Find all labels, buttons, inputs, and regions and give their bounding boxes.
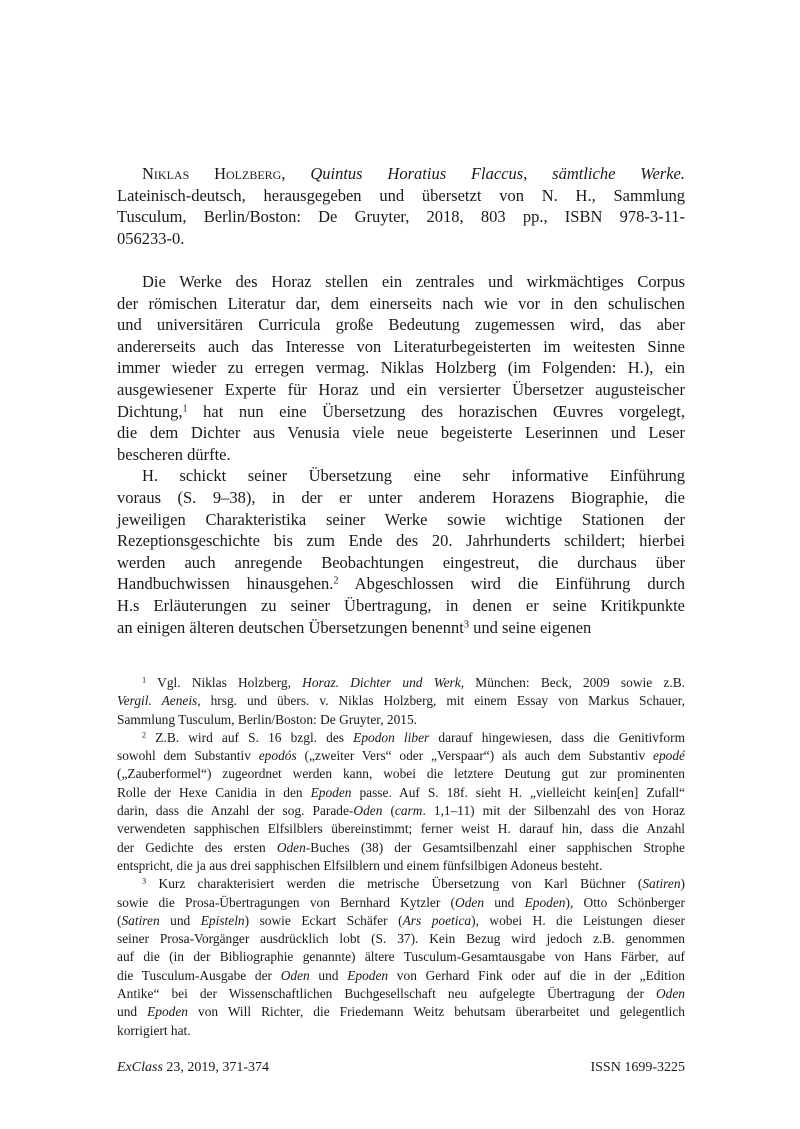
footnote-line — [117, 765, 685, 783]
text: , hrsg. und übers. v. Niklas Holzberg, mit einem Essay von Markus Schauer, — [197, 693, 685, 709]
italic-text: Epodon liber — [353, 729, 430, 745]
paragraph-line — [117, 487, 685, 509]
text: Abgeschlossen wird die Einführung durch — [338, 574, 685, 594]
footnote-2 — [117, 729, 685, 875]
text: ) — [680, 876, 685, 892]
footnote-line — [117, 1003, 685, 1021]
text: Lateinisch-deutsch, herausgegeben und übersetzt von N. H., Sammlung — [117, 185, 685, 205]
italic-text: Oden — [353, 803, 383, 819]
italic-text: epodé — [653, 748, 685, 764]
italic-text: Oden — [280, 967, 310, 983]
text: von Will Richter, die Friedemann Weitz behutsam überarbeitet und gelegentlich — [188, 1004, 686, 1020]
text: die Tusculum-Ausgabe der — [117, 967, 281, 983]
italic-text: Oden — [655, 986, 685, 1002]
text: H. schickt seiner Übersetzung eine sehr informative Einführung — [142, 466, 685, 486]
footnote-ref: 2 — [333, 575, 339, 587]
text: voraus (S. 9–38), in der er unter anderem Horazens Biographie, die — [117, 487, 685, 507]
footnote-ref: 1 — [182, 402, 188, 414]
text: der römischen Literatur dar, dem einerseits nach wie vor in den schulischen — [117, 293, 685, 313]
footnote-line — [117, 1022, 685, 1040]
footnote-line — [117, 875, 685, 893]
footnote-line — [117, 967, 685, 985]
footnote-line — [117, 784, 685, 802]
text: , München: Beck, 2009 sowie z.B. — [460, 675, 685, 690]
footnotes — [117, 674, 685, 1040]
text: Antike“ bei der Wissenschaftlichen Buchgesellschaft neu aufgelegte Übertragung der — [117, 986, 656, 1002]
text: der Gedichte des ersten — [117, 839, 277, 855]
text: und seine eigenen — [468, 617, 592, 637]
footnote-line — [117, 729, 685, 747]
text: („zweiter Vers“ oder „Verspaar“) als auch dem Substantiv — [296, 748, 654, 764]
footnote-line — [117, 912, 685, 930]
text: Kurz charakterisiert werden die metrische Übersetzung von Karl Büchner ( — [146, 876, 643, 892]
footnote-line — [117, 802, 685, 820]
text: Sammlung Tusculum, Berlin/Boston: De Gruyter, 2015. — [117, 711, 418, 727]
italic-text: carm — [394, 803, 423, 819]
footnote-1 — [117, 674, 685, 729]
paragraph-line — [117, 271, 685, 293]
footnote-line — [117, 747, 685, 765]
text: auf die (in der Bibliographie genannte) ältere Tusculum-Gesamtausgabe von Hans Färber, auf — [117, 949, 685, 965]
text: H.s Erläuterungen zu seiner Übertragung, in denen er seine Kritikpunkte — [117, 595, 685, 615]
text: und — [484, 894, 525, 910]
paragraph-line — [117, 573, 685, 595]
text: darin, dass die Anzahl der sog. Parade- — [117, 803, 354, 819]
heading-line — [117, 163, 685, 185]
journal-citation — [117, 1060, 269, 1076]
text: werden auch anregende Beobachtungen eingestreut, die durchaus über — [117, 552, 685, 572]
italic-text: Horaz. Dichter und Werk — [302, 675, 461, 690]
italic-text: Oden — [455, 894, 485, 910]
text: -Buches (38) der Gesamtsilbenzahl einer sapphischen Strophe — [305, 839, 685, 855]
text: andererseits auch das Interesse von Literaturbegeisterten im weitesten Sinne — [117, 336, 685, 356]
text: sowie die Prosa-Übertragungen von Bernhard Kytzler ( — [117, 894, 456, 910]
text: entspricht, die ja aus drei sapphischen Elfsilblern und einem fünfsilbigen Adoneus besteht. — [117, 857, 603, 873]
text: Dichtung, — [117, 401, 183, 421]
text: ( — [117, 912, 122, 928]
paragraph-line — [117, 314, 685, 336]
paragraph-line — [117, 357, 685, 379]
footnote-line — [117, 857, 685, 875]
italic-text: Epoden — [310, 784, 352, 800]
text: hat nun eine Übersetzung des horazischen Œuvres vorgelegt, — [187, 401, 685, 421]
issn: ISSN 1699-3225 — [590, 1060, 685, 1075]
paragraph-line — [117, 465, 685, 487]
text: verwendeten sapphischen Elfsilblers übereinstimmt; ferner weist H. darauf hin, dass die Anzahl — [117, 821, 685, 837]
author-name: Niklas Holzberg — [142, 164, 282, 183]
footnote-line — [117, 985, 685, 1003]
paragraph-line — [117, 552, 685, 574]
italic-text: Vergil. Aeneis — [117, 693, 198, 709]
footnote-line — [117, 711, 685, 729]
page-footer — [117, 1060, 685, 1076]
heading-line — [117, 206, 685, 228]
paragraph — [117, 465, 685, 638]
text: ), wobei H. die Leistungen dieser — [471, 912, 685, 928]
text: und universitären Curricula große Bedeutung zugemessen wird, das aber — [117, 315, 685, 335]
review-heading — [117, 163, 685, 249]
paragraph-line — [117, 595, 685, 617]
text: an einigen älteren deutschen Übersetzungen benennt — [117, 617, 464, 637]
text: und — [309, 967, 348, 983]
italic-text: Epoden — [347, 967, 389, 983]
text: jeweiligen Charakteristika seiner Werke sowie wichtige Stationen der — [117, 509, 685, 529]
paragraph-line — [117, 401, 685, 423]
footnote-ref: 1 — [142, 675, 147, 685]
italic-text: Oden — [276, 839, 306, 855]
text: Die Werke des Horaz stellen ein zentrales und wirkmächtiges Corpus — [142, 272, 685, 291]
footnote-ref: 3 — [142, 876, 147, 886]
footnote-line — [117, 692, 685, 710]
paragraph-line — [117, 444, 685, 466]
paragraph-line — [117, 379, 685, 401]
paragraph-line — [117, 530, 685, 552]
text: bescheren dürfte. — [117, 444, 231, 464]
paragraph-line — [117, 422, 685, 444]
text: Handbuchwissen hinausgehen. — [117, 574, 334, 594]
footnote-ref: 2 — [142, 730, 147, 740]
footnote-line — [117, 894, 685, 912]
text: die dem Dichter aus Venusia viele neue begeisterte Leserinnen und Leser — [117, 423, 685, 443]
text: . 1,1–11) mit der Silbenzahl des von Horaz — [422, 803, 685, 819]
text: 056233-0. — [117, 228, 185, 248]
heading-line — [117, 228, 685, 250]
footnote-line — [117, 948, 685, 966]
paragraph-line — [117, 509, 685, 531]
italic-text: epodós — [258, 748, 297, 764]
text: ), Otto Schönberger — [565, 894, 686, 910]
footnote-3 — [117, 875, 685, 1040]
text: ( — [382, 803, 395, 819]
journal-name: ExClass — [117, 1060, 163, 1075]
text: und — [159, 912, 201, 928]
italic-text: Epoden — [524, 894, 566, 910]
text: passe. Auf S. 18f. sieht H. „vielleicht kein[en] Zufall“ — [351, 784, 685, 800]
text: von Gerhard Fink oder auf die in der „Edition — [388, 967, 686, 983]
footnote-ref: 3 — [463, 618, 469, 630]
text: sowohl dem Substantiv — [117, 748, 259, 764]
text: Z.B. wird auf S. 16 bzgl. des — [146, 729, 354, 745]
paragraph-line — [117, 293, 685, 315]
paragraph-line — [117, 336, 685, 358]
italic-text: Satiren — [642, 876, 681, 892]
footnote-line — [117, 674, 685, 692]
text: ausgewiesener Experte für Horaz und ein versierter Übersetzer augusteischer — [117, 379, 685, 399]
footnote-line — [117, 839, 685, 857]
volume-pages: 23, 2019, 371-374 — [162, 1060, 270, 1075]
italic-text: Quintus Horatius Flaccus, sämtliche Werke. — [310, 164, 685, 183]
text: Rezeptionsgeschichte bis zum Ende des 20. Jahrhunderts schildert; hierbei — [117, 531, 685, 551]
paragraph — [117, 271, 685, 465]
italic-text: Episteln — [200, 912, 245, 928]
text: immer wieder zu erregen vermag. Niklas Holzberg (im Folgenden: H.), ein — [117, 358, 685, 378]
review-body — [117, 271, 685, 638]
italic-text: Ars poetica — [402, 912, 472, 928]
text: Rolle der Hexe Canidia in den — [117, 784, 311, 800]
italic-text: Satiren — [121, 912, 160, 928]
italic-text: Epoden — [147, 1004, 188, 1020]
text: korrigiert hat. — [117, 1022, 191, 1038]
footnote-line — [117, 820, 685, 838]
paragraph-line — [117, 617, 685, 639]
footnote-line — [117, 930, 685, 948]
text: , — [281, 164, 311, 183]
text: („Zauberformel“) zugeordnet werden kann, wobei die letztere Deutung gut zur prominenten — [117, 766, 685, 782]
text: Vgl. Niklas Holzberg, — [146, 675, 303, 690]
text: darauf hingewiesen, dass die Genitivform — [429, 729, 686, 745]
text: ) sowie Eckart Schäfer ( — [244, 912, 403, 928]
text: und — [117, 1004, 148, 1020]
heading-line — [117, 185, 685, 207]
text: seiner Prosa-Vorgänger ausdrücklich lobt (S. 37). Kein Bezug wird jedoch z.B. genommen — [117, 931, 685, 947]
text: Tusculum, Berlin/Boston: De Gruyter, 2018, 803 pp., ISBN 978-3-11- — [117, 207, 685, 227]
